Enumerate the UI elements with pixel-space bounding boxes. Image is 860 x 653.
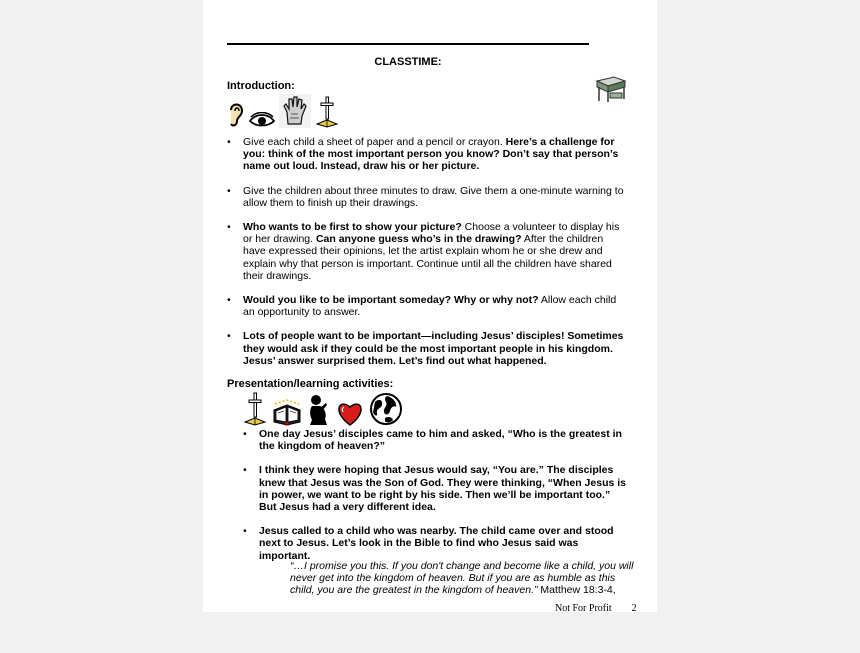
page-title: CLASSTIME: bbox=[374, 56, 442, 68]
praying-child-icon bbox=[307, 394, 331, 426]
heart-icon bbox=[336, 400, 364, 426]
presentation-icons bbox=[243, 392, 403, 426]
scripture-quote: “…I promise you this. If you don't change and become like a child, you will never get into the kingdom of heaven. But if you are as humble as this child, you are the greatest in the kingdom of heaven.” Matthew 18:3-4, bbox=[290, 560, 634, 597]
presentation-heading: Presentation/learning activities: bbox=[227, 378, 394, 390]
list-item: • One day Jesus’ disciples came to him and asked, “Who is the greatest in the kingdom of heaven?” bbox=[243, 428, 627, 452]
list-item: • Give the children about three minutes to draw. Give them a one-minute warning to allow them to finish up their drawings. bbox=[227, 185, 627, 209]
ear-icon bbox=[227, 100, 245, 128]
scripture-reference: Matthew 18:3-4, bbox=[537, 584, 616, 597]
top-rule bbox=[227, 43, 589, 45]
eye-icon bbox=[249, 112, 275, 128]
footer-text: Not For Profit bbox=[555, 603, 612, 612]
hand-icon bbox=[279, 94, 311, 128]
introduction-heading: Introduction: bbox=[227, 80, 295, 92]
list-item: • Would you like to be important someday? Why or why not? Allow each child an opportunity to answer. bbox=[227, 294, 627, 318]
globe-icon bbox=[369, 392, 403, 426]
list-item: • Who wants to be first to show your picture? Choose a volunteer to display his or her drawing. Can anyone guess who’s in the drawing? After the children have expressed their opinions, let the artist explain whom he or she drew and explain why that person is important. Continue until all the children have shared their drawings. bbox=[227, 221, 627, 282]
introduction-list bbox=[227, 136, 627, 379]
document-page bbox=[203, 0, 657, 612]
presentation-list bbox=[243, 428, 627, 574]
cross-bible-icon bbox=[315, 96, 339, 128]
open-bible-icon bbox=[272, 396, 302, 426]
page-footer bbox=[555, 603, 637, 612]
page-number: 2 bbox=[631, 603, 637, 612]
school-desk-icon bbox=[594, 75, 628, 103]
list-item: • Give each child a sheet of paper and a pencil or crayon. Here’s a challenge for you: think of the most important person you know? Don’t say that person’s name out loud. Instead, draw his or her picture. bbox=[227, 136, 627, 173]
list-item: • I think they were hoping that Jesus would say, “You are.” The disciples knew that Jesus was the Son of God. They were thinking, “When Jesus is in power, we want to be right by his side. Then we’ll be important too.” But Jesus had a very different idea. bbox=[243, 464, 627, 513]
introduction-icons bbox=[227, 94, 339, 128]
cross-bible-icon bbox=[243, 392, 267, 426]
list-item: • Jesus called to a child who was nearby. The child came over and stood next to Jesus. Let’s look in the Bible to find who Jesus said was important. bbox=[243, 525, 627, 562]
list-item: • Lots of people want to be important—including Jesus’ disciples! Sometimes they would ask if they could be the most important people in his kingdom. Jesus’ answer surprised them. Let’s find out what happened. bbox=[227, 330, 627, 367]
